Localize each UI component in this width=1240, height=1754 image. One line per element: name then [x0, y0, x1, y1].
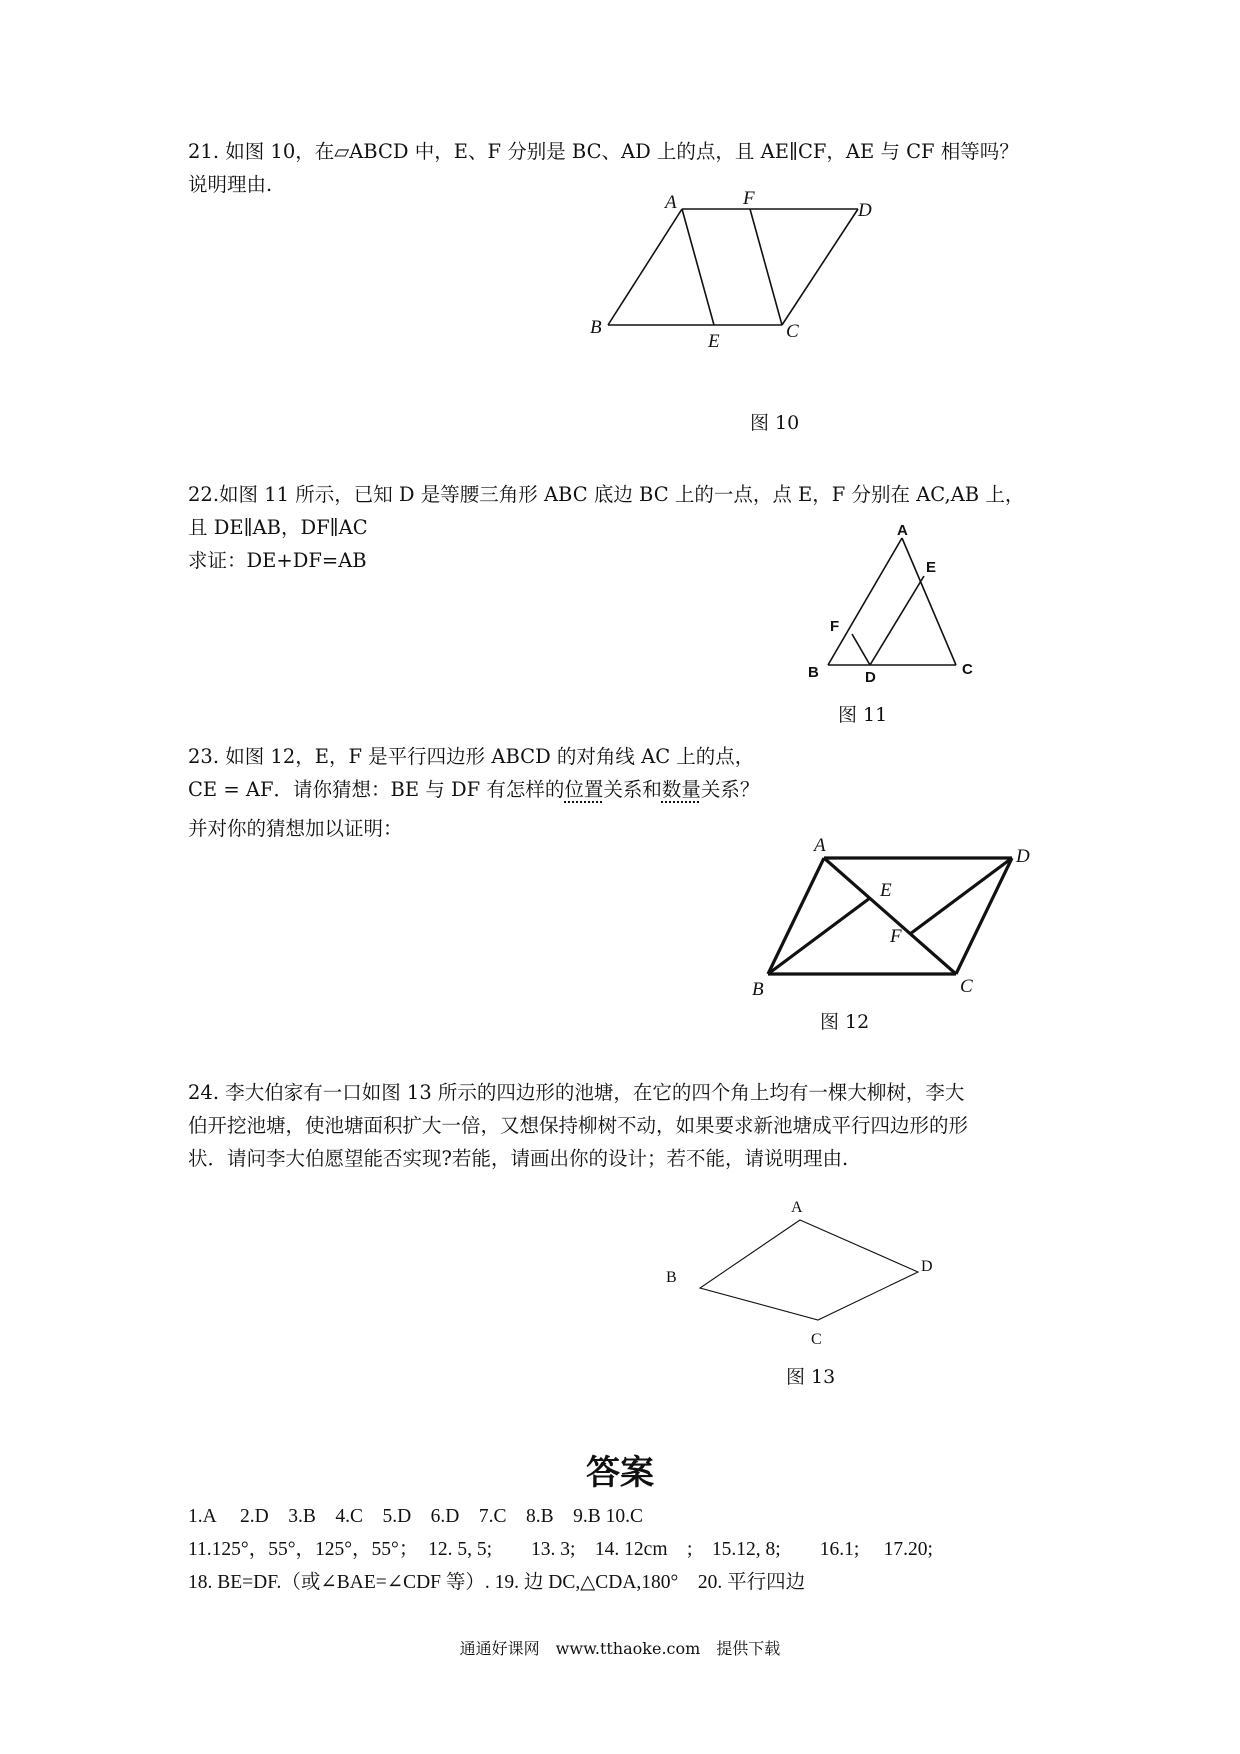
figure-10-caption: 图 10: [750, 412, 800, 434]
figure-12: [752, 835, 1042, 1000]
q21-text-line1: 21. 如图 10，在▱ABCD 中，E、F 分别是 BC、AD 上的点，且 AE∥CF，AE 与 CF 相等吗？: [188, 140, 1019, 163]
fig10-label-F: F: [743, 188, 755, 209]
fig11-label-B: B: [808, 664, 819, 681]
q24-text-line2: 伯开挖池塘，使池塘面积扩大一倍，又想保持柳树不动，如果要求新池塘成平行四边形的形: [188, 1114, 969, 1137]
fig11-label-A: A: [897, 522, 908, 539]
q23-line2-part5: 关系？: [700, 778, 760, 801]
fig12-label-D: D: [1016, 846, 1030, 867]
fig13-label-C: C: [811, 1331, 822, 1348]
figure-13: [660, 1200, 940, 1360]
q23-text-line1: 23. 如图 12，E，F 是平行四边形 ABCD 的对角线 AC 上的点，: [188, 745, 755, 768]
fig10-label-C: C: [786, 321, 799, 342]
q22-text-line2: 且 DE∥AB，DF∥AC: [188, 516, 368, 539]
fig11-label-E: E: [926, 559, 937, 576]
q23-line2-part1: CE = AF．请你猜想：BE 与 DF 有怎样的: [188, 778, 565, 801]
figure-11: [800, 520, 1000, 686]
page-footer: 通通好课网 www.tthaoke.com 提供下载: [459, 1639, 781, 1658]
figure-10: [590, 190, 890, 350]
figure-12-caption: 图 12: [820, 1011, 870, 1033]
q23-text-line3: 并对你的猜想加以证明：: [188, 817, 403, 840]
figure-11-caption: 图 11: [838, 704, 888, 726]
q24-text-line3: 状．请问李大伯愿望能否实现?若能，请画出你的设计；若不能，请说明理由.: [188, 1147, 849, 1170]
fig12-label-A: A: [814, 835, 826, 856]
q21-text-line2: 说明理由.: [188, 173, 273, 196]
q23-line2-position: 位置: [564, 778, 604, 801]
answers-line3: 18. BE=DF.（或∠BAE=∠CDF 等）. 19. 边 DC,△CDA,180° 20. 平行四边: [188, 1572, 806, 1593]
q22-text-line3: 求证：DE+DF=AB: [188, 549, 367, 572]
q23-line2-quantity: 数量: [661, 778, 701, 801]
fig10-label-B: B: [590, 317, 602, 338]
fig12-label-F: F: [890, 926, 902, 947]
fig11-label-C: C: [962, 661, 973, 678]
fig11-label-D: D: [865, 669, 876, 686]
fig12-label-C: C: [960, 976, 973, 997]
fig13-label-B: B: [666, 1269, 677, 1286]
q22-text-line1: 22.如图 11 所示，已知 D 是等腰三角形 ABC 底边 BC 上的一点，点 E，F 分别在 AC,AB 上，: [188, 483, 1025, 506]
fig10-label-D: D: [858, 200, 872, 221]
fig12-label-B: B: [752, 979, 764, 1000]
answers-title: 答案: [586, 1453, 654, 1493]
q23-line2-part3: 关系和: [603, 778, 662, 801]
fig11-label-F: F: [830, 618, 840, 635]
answers-line1: 1.A 2.D 3.B 4.C 5.D 6.D 7.C 8.B 9.B 10.C: [188, 1506, 644, 1527]
fig13-label-A: A: [791, 1199, 803, 1216]
fig12-label-E: E: [880, 880, 892, 901]
fig13-label-D: D: [921, 1258, 933, 1275]
fig10-label-E: E: [708, 331, 720, 352]
answers-line2: 11.125°，55°，125°，55°； 12. 5, 5; 13. 3; 14. 12cm ; 15.12, 8; 16.1; 17.20;: [188, 1539, 933, 1560]
q23-text-line2: [188, 773, 1068, 806]
figure-13-caption: 图 13: [786, 1366, 836, 1388]
fig10-label-A: A: [665, 192, 677, 213]
q24-text-line1: 24. 李大伯家有一口如图 13 所示的四边形的池塘，在它的四个角上均有一棵大柳树，李大: [188, 1081, 965, 1104]
